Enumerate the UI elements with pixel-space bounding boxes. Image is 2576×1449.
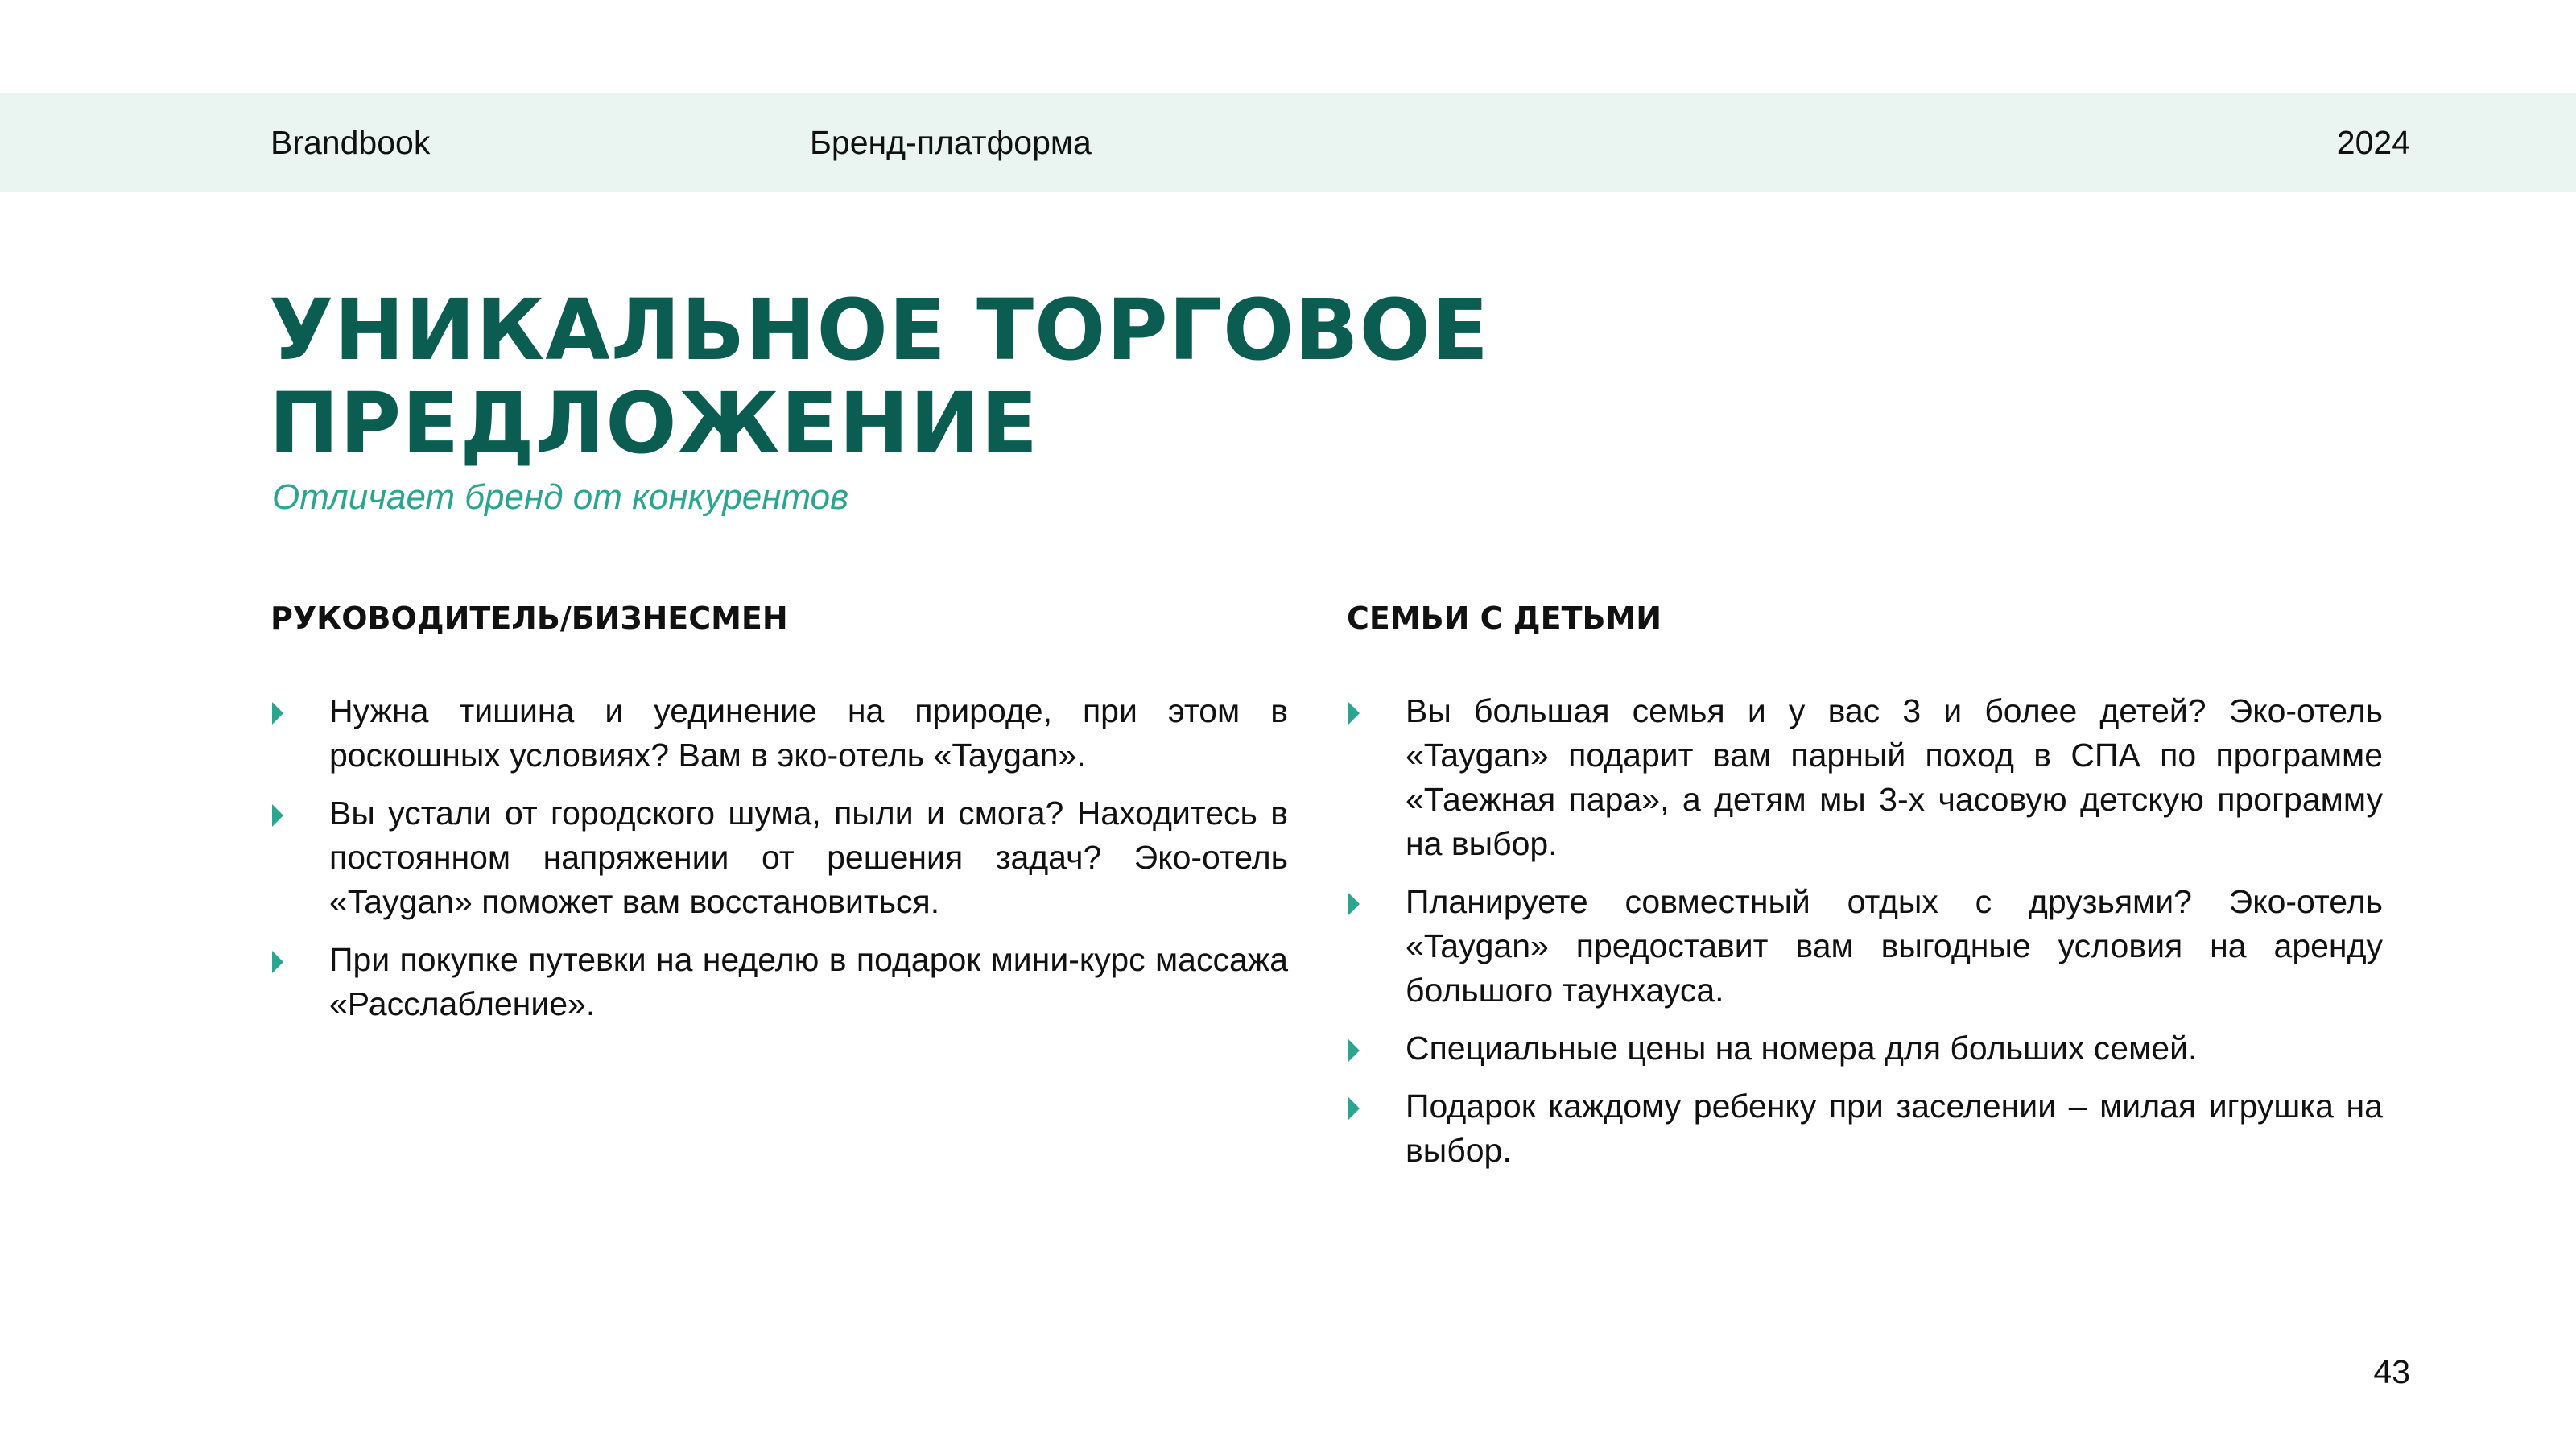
- header-section-title: Бренд-платформа: [810, 124, 1092, 161]
- column-heading-families: СЕМЬИ С ДЕТЬМИ: [1347, 601, 1662, 636]
- triangle-bullet-icon: [1348, 1097, 1360, 1120]
- list-item: [1347, 1026, 2383, 1071]
- list-item: [1347, 689, 2383, 866]
- list-item-text: Нужна тишина и уединение на природе, при этом в роскошных условиях? Вам в эко-отель «Taygan».: [329, 692, 1288, 774]
- page-title: [269, 281, 1490, 473]
- column-business: [270, 596, 1288, 1040]
- page-subtitle: Отличает бренд от конкурентов: [272, 477, 849, 517]
- list-item: [270, 689, 1288, 778]
- header-year: 2024: [2336, 124, 2410, 161]
- column-heading-business: РУКОВОДИТЕЛЬ/БИЗНЕСМЕН: [270, 601, 788, 636]
- triangle-bullet-icon: [1348, 702, 1360, 724]
- triangle-bullet-icon: [272, 702, 283, 724]
- list-item-text: При покупке путевки на неделю в подарок мини-курс массажа «Расслабление».: [329, 941, 1288, 1022]
- header-brand: Brandbook: [270, 124, 431, 161]
- bullet-list-business: [270, 689, 1288, 1026]
- page-number: 43: [2373, 1353, 2410, 1390]
- list-item: [270, 791, 1288, 924]
- bullet-list-families: [1347, 689, 2383, 1173]
- list-item: [270, 938, 1288, 1026]
- list-item-text: Вы большая семья и у вас 3 и более детей? Эко-отель «Taygan» подарит вам парный поход в СПА по программе «Таежная пара», а детям мы 3-х часовую детскую программу на выбор.: [1406, 692, 2383, 862]
- list-item-text: Специальные цены на номера для больших семей.: [1406, 1030, 2198, 1067]
- list-item-text: Планируете совместный отдых с друзьями? Эко-отель «Taygan» предоставит вам выгодные условия на аренду большого таунхауса.: [1406, 883, 2383, 1009]
- page-title-line-1: УНИКАЛЬНОЕ ТОРГОВОЕ: [269, 281, 1490, 379]
- list-item-text: Подарок каждому ребенку при заселении – милая игрушка на выбор.: [1406, 1088, 2383, 1169]
- list-item: [1347, 880, 2383, 1013]
- column-families: [1347, 596, 2383, 1187]
- triangle-bullet-icon: [1348, 893, 1360, 915]
- list-item: [1347, 1084, 2383, 1173]
- list-item-text: Вы устали от городского шума, пыли и смога? Находитесь в постоянном напряжении от решения задач? Эко-отель «Taygan» поможет вам восстановиться.: [329, 795, 1288, 920]
- page-title-line-2: ПРЕДЛОЖЕНИЕ: [269, 374, 1039, 473]
- triangle-bullet-icon: [272, 951, 283, 973]
- triangle-bullet-icon: [1348, 1039, 1360, 1062]
- triangle-bullet-icon: [272, 804, 283, 827]
- header-band: [0, 93, 2576, 192]
